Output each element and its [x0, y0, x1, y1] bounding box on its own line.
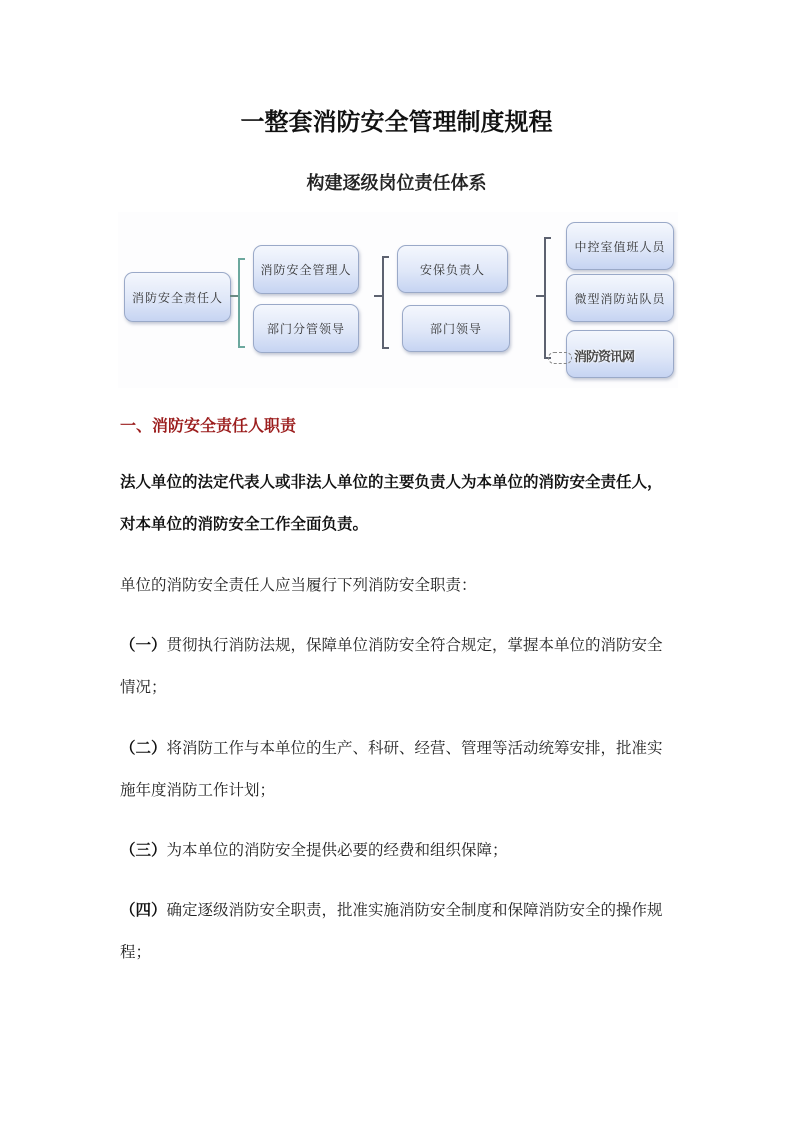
duty-item-number: （三）: [120, 841, 167, 859]
responsibility-hierarchy-diagram: [118, 212, 678, 388]
diagram-box-control-room-duty-staff: 中控室值班人员: [566, 222, 674, 270]
watermark: [548, 346, 634, 365]
diagram-box-department-leader: 部门领导: [402, 305, 510, 352]
duty-item-1-line2: 情况；: [120, 678, 167, 696]
wechat-icon: [548, 352, 572, 364]
duty-item-text: 将消防工作与本单位的生产、科研、经营、管理等活动统筹安排，批准实: [166, 739, 663, 757]
diagram-box-department-leader-in-charge: 部门分管领导: [253, 304, 359, 353]
document-subtitle: 构建逐级岗位责任体系: [306, 173, 487, 194]
connector-stub: [374, 295, 382, 297]
connector-stub: [230, 295, 238, 297]
diagram-box-fire-safety-manager: 消防安全管理人: [253, 245, 359, 294]
duty-item-text: 为本单位的消防安全提供必要的经费和组织保障；: [166, 841, 508, 859]
duty-item-number: （二）: [120, 739, 167, 757]
intro-paragraph-line2: 对本单位的消防安全工作全面负责。: [120, 515, 369, 533]
intro-paragraph-line1: 法人单位的法定代表人或非法人单位的主要负责人为本单位的消防安全责任人，: [120, 473, 663, 491]
duty-item-text: 贯彻执行消防法规，保障单位消防安全符合规定，掌握本单位的消防安全: [166, 636, 663, 654]
diagram-box-micro-fire-station-member: 微型消防站队员: [566, 274, 674, 322]
diagram-box-fire-safety-responsible-person: 消防安全责任人: [124, 272, 231, 322]
diagram-box-security-manager: 安保负责人: [397, 245, 508, 293]
duty-item-2-line1: [120, 727, 680, 770]
duty-item-1-line1: [120, 624, 680, 667]
watermark-text: 消防资讯网: [574, 350, 635, 365]
duty-item-number: （一）: [120, 636, 167, 654]
bracket-connector: [382, 256, 389, 349]
duty-item-4-line2: 程；: [120, 943, 152, 961]
duty-item-4-line1: [120, 889, 680, 932]
bracket-connector: [544, 237, 551, 359]
connector-stub: [536, 295, 544, 297]
section-heading: 一、消防安全责任人职责: [120, 416, 297, 435]
bracket-connector: [238, 258, 245, 348]
duty-item-3-line1: [120, 829, 680, 872]
duty-item-number: （四）: [120, 901, 167, 919]
lead-paragraph: 单位的消防安全责任人应当履行下列消防安全职责：: [120, 576, 477, 594]
duty-item-2-line2: 施年度消防工作计划；: [120, 781, 276, 799]
duty-item-text: 确定逐级消防安全职责，批准实施消防安全制度和保障消防安全的操作规: [166, 901, 663, 919]
document-title: 一整套消防安全管理制度规程: [240, 108, 553, 136]
